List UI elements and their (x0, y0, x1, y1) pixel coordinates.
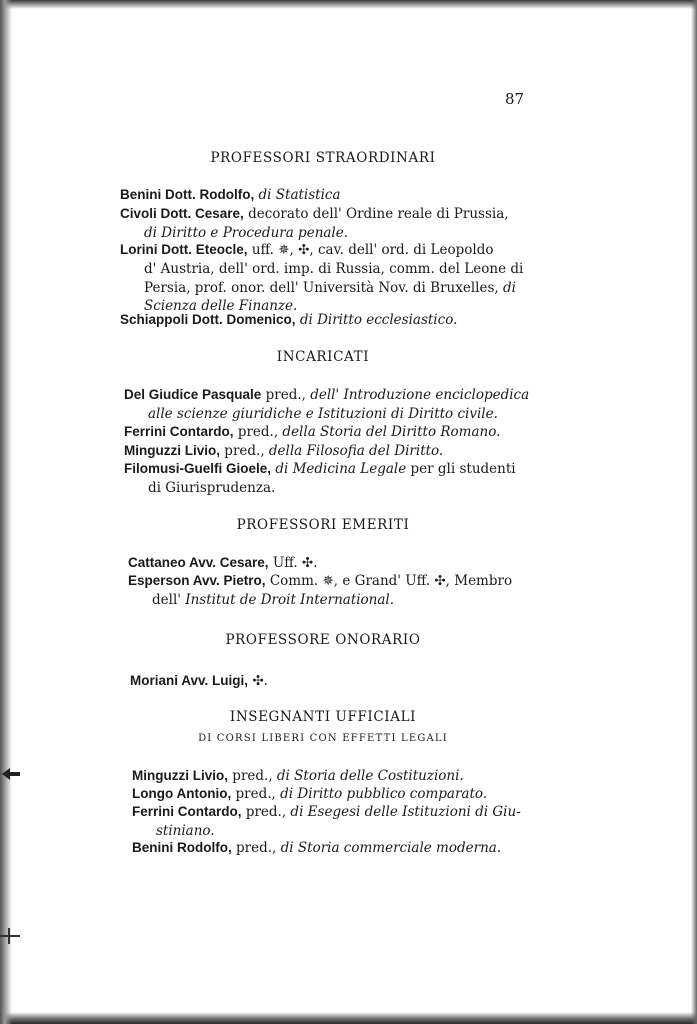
entry-esperson (128, 572, 512, 610)
entry-name: Civoli Dott. Cesare, (120, 206, 244, 221)
entry-subject: di Diritto pubblico comparato. (280, 786, 488, 802)
entry-subject: di Esegesi delle Istituzioni di Giu- (290, 804, 521, 820)
entry-lorini (120, 241, 523, 316)
entry-name: Ferrini Contardo, (124, 424, 234, 439)
entry-continuation: Scienza delle Finanze. (144, 298, 298, 315)
heading-professore-onorario: PROFESSORE ONORARIO (225, 632, 421, 648)
entry-continuation: dell' (152, 591, 181, 608)
entry-detail: uff. ✵, ✣, cav. dell' ord. di Leopoldo (251, 242, 494, 258)
entry-name: Del Giudice Pasquale (124, 387, 262, 402)
entry-name: Moriani Avv. Luigi, (130, 673, 249, 688)
entry-cattaneo (128, 554, 318, 573)
entry-subject: di Storia commerciale moderna. (280, 840, 502, 856)
entry-subject: dell' Introduzione enciclopedica (310, 387, 530, 403)
entry-name: Minguzzi Livio, (124, 443, 220, 458)
entry-civoli (120, 205, 509, 243)
entry-subject: di Medicina Legale (275, 461, 407, 477)
subheading-corsi-liberi: DI CORSI LIBERI CON EFFETTI LEGALI (198, 733, 448, 744)
entry-name: Esperson Avv. Pietro, (128, 573, 266, 588)
entry-detail: ✣. (252, 673, 268, 689)
entry-name: Schiappoli Dott. Domenico, (120, 312, 296, 327)
entry-longo (132, 785, 487, 804)
entry-subject: di Statistica (258, 187, 341, 203)
binding-cross-icon (0, 928, 22, 944)
entry-role: pred., (224, 443, 265, 459)
entry-benini-2 (132, 839, 501, 858)
entry-continuation: d' Austria, dell' ord. imp. di Russia, comm. del Leone di (144, 260, 524, 277)
entry-continuation: di Diritto e Procedura penale. (144, 224, 349, 241)
binding-arrow-icon (0, 766, 22, 782)
page-edge-left (0, 0, 12, 1024)
entry-del-giudice (124, 386, 529, 424)
entry-name: Benini Dott. Rodolfo, (120, 187, 255, 202)
entry-role: pred., (237, 424, 279, 440)
entry-role: pred., (235, 786, 276, 802)
entry-detail: decorato dell' Ordine reale di Prussia, (248, 206, 509, 222)
entry-schiappoli (120, 311, 457, 330)
entry-benini (120, 186, 341, 205)
entry-filomusi-guelfi (124, 460, 516, 498)
entry-continuation: stiniano. (156, 822, 215, 839)
entry-detail: Uff. ✣. (272, 555, 318, 571)
entry-detail: per gli studenti (410, 461, 516, 477)
entry-role: pred., (236, 840, 277, 856)
page-edge-right (691, 0, 697, 1024)
entry-role: pred., (245, 804, 287, 820)
entry-ferrini-2 (132, 803, 521, 841)
heading-insegnanti-ufficiali: INSEGNANTI UFFICIALI (229, 709, 417, 725)
entry-name: Minguzzi Livio, (132, 768, 228, 783)
entry-name: Longo Antonio, (132, 786, 232, 801)
entry-ferrini (124, 423, 500, 442)
entry-role: pred., (265, 387, 306, 403)
entry-continuation: Institut de Droit International. (185, 591, 395, 608)
entry-name: Filomusi-Guelfi Gioele, (124, 461, 272, 476)
entry-subject: di Diritto ecclesiastico. (299, 312, 458, 328)
entry-detail: Comm. ✵, e Grand' Uff. ✣, Membro (269, 573, 513, 589)
entry-subject: di Storia delle Costituzioni. (276, 768, 464, 784)
heading-professori-straordinari: PROFESSORI STRAORDINARI (210, 150, 436, 166)
entry-continuation: alle scienze giuridiche e Istituzioni di Diritto civile. (148, 405, 498, 422)
entry-continuation: Persia, prof. onor. dell' Università Nov. di Bruxelles, (144, 279, 499, 296)
entry-continuation: di (502, 279, 516, 296)
page-edge-bottom (0, 1012, 697, 1024)
entry-minguzzi-2 (132, 767, 464, 786)
page-edge-top (0, 0, 697, 9)
entry-moriani (130, 672, 268, 691)
entry-continuation: di Giurisprudenza. (148, 479, 276, 496)
heading-incaricati: INCARICATI (276, 349, 370, 365)
entry-name: Ferrini Contardo, (132, 804, 242, 819)
entry-subject: della Filosofia del Diritto. (268, 443, 444, 459)
entry-name: Lorini Dott. Eteocle, (120, 242, 248, 257)
entry-name: Benini Rodolfo, (132, 840, 232, 855)
entry-minguzzi (124, 442, 443, 461)
entry-role: pred., (232, 768, 273, 784)
entry-name: Cattaneo Avv. Cesare, (128, 555, 269, 570)
page-number: 87 (505, 90, 525, 108)
entry-subject: della Storia del Diritto Romano. (282, 424, 501, 440)
heading-professori-emeriti: PROFESSORI EMERITI (236, 517, 410, 533)
